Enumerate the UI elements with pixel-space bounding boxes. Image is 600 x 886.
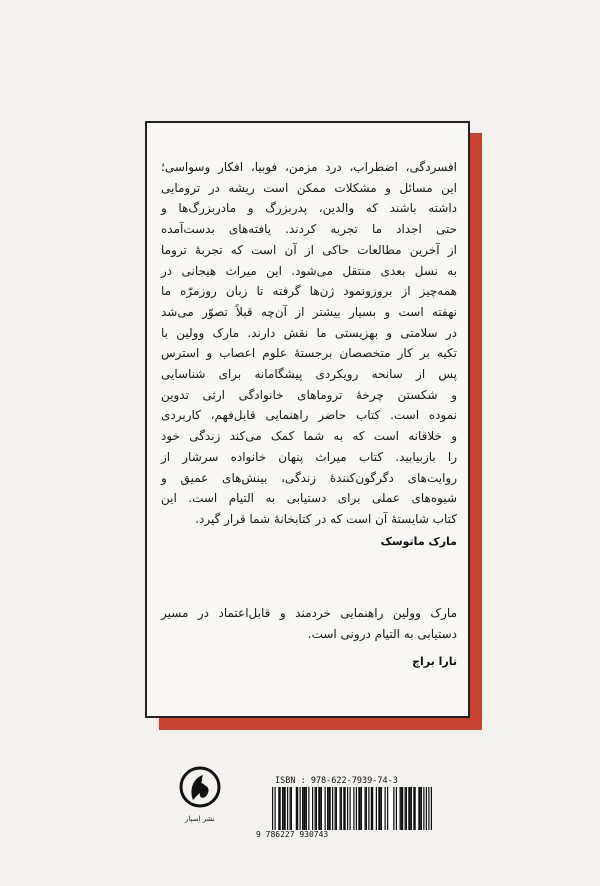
barcode-digits: 9 786227 930743 <box>256 830 329 839</box>
text-line: از آخرین مطالعات حاکی از آن است که تجربهٔ تروما <box>161 242 457 257</box>
text-line: و شکستن چرخهٔ تروماهای خانوادگی ارثی تدوین <box>161 387 457 402</box>
text-line: افسردگی، اضطراب، درد مزمن، فوبیا، افکار وسواسی؛ <box>161 160 457 174</box>
barcode-bars <box>272 787 432 830</box>
text-line: دستیابی به التیام درونی است. <box>307 626 457 641</box>
text-line: و خلاقانه است که به شما کمک می‌کند زندگی خود <box>161 429 457 444</box>
publisher-name: نشر اسپار <box>185 815 215 823</box>
text-line: به نسل بعدی منتقل می‌شود. این میراث هیجانی در <box>161 263 457 278</box>
text-line: کتاب شایستهٔ آن است که در کتابخانهٔ شما قرار گیرد. <box>195 511 457 526</box>
publisher-logo <box>170 766 230 836</box>
text-line: پس از سانحه رویکردی پیشگامانه برای شناسایی <box>161 367 457 382</box>
endorsement-signature: تارا براچ <box>412 655 457 669</box>
text-line: داشته باشند که والدین، پدربزرگ و مادربزرگ‌ها و <box>161 201 457 216</box>
text-line: در سلامتی و بهزیستی ما نقش دارند. مارک وولین با <box>161 325 457 340</box>
text-line: تکیه بر کار متخصصان برجستهٔ علوم اعصاب و استرس <box>161 346 457 361</box>
text-line: همه‌چیز از بروز‌ونمود ژن‌ها گرفته تا زبان روزمرّه ما <box>161 284 457 299</box>
blurb-signature: مارک ماتوسک <box>380 534 457 548</box>
text-line: مارک وولین راهنمایی خردمند و قابل‌اعتماد در مسیر <box>161 606 457 620</box>
blurb-text <box>161 157 457 552</box>
isbn-barcode <box>250 776 440 842</box>
text-frame <box>145 121 470 718</box>
isbn-label: ISBN : 978-622-7939-74-3 <box>275 776 398 786</box>
text-line: نموده است. کتاب حاضر راهنمایی قابل‌فهم، کاربردی <box>161 408 457 423</box>
text-line: این مسائل و مشکلات ممکن است ریشه در ترومایی <box>161 180 457 195</box>
text-line: شیوه‌های عملی برای دستیابی به التیام است. این <box>161 491 457 506</box>
text-line: روایت‌های دگرگون‌کنندهٔ زندگی، بینش‌های عمیق و <box>161 470 457 485</box>
endorsement-quote <box>161 603 457 673</box>
publisher-logo-icon <box>179 766 221 814</box>
text-line: را بازبیابید. کتاب میراث پنهان خانواده سرشار از <box>161 449 457 464</box>
text-line: نهفته است و بسیار بیشتر از آن‌چه قبلاً تصوّر می‌شد <box>161 304 457 319</box>
text-line: حتی اجداد ما تجربه کردند. یافته‌های بدست‌آمده <box>161 222 457 237</box>
